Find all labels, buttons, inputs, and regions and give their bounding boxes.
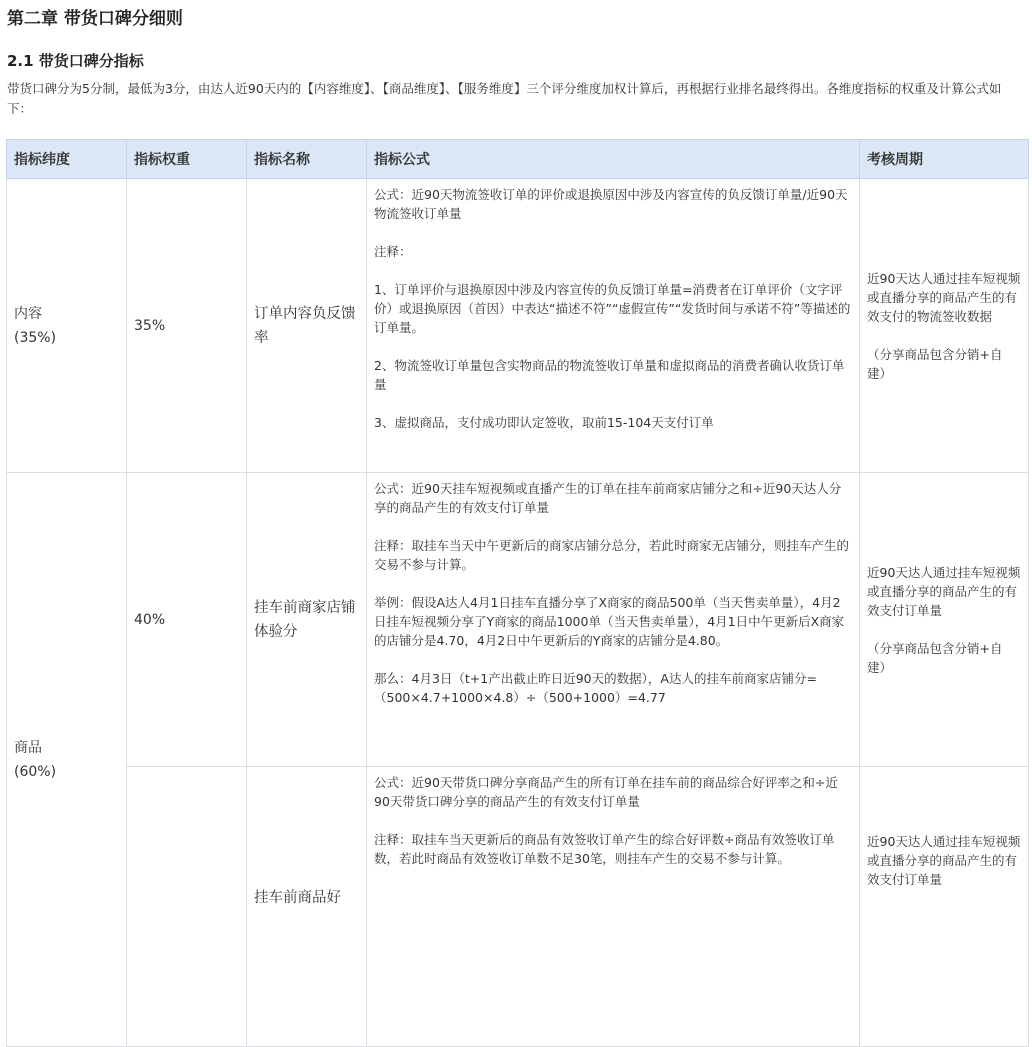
table-row <box>7 179 1029 473</box>
formula-note-label: 注释： <box>374 244 412 259</box>
formula-text: 公式：近90天物流签收订单的评价或退换原因中涉及内容宣传的负反馈订单量/近90天物流签收订单量 <box>374 187 848 221</box>
formula-cell <box>367 767 860 1047</box>
metric-name-cell: 订单内容负反馈率 <box>247 179 367 473</box>
table-header-row <box>7 140 1029 179</box>
header-name: 指标名称 <box>247 140 367 179</box>
dimension-cell <box>7 473 127 1047</box>
header-weight: 指标权重 <box>127 140 247 179</box>
formula-text: 公式：近90天挂车短视频或直播产生的订单在挂车前商家店铺分之和÷近90天达人分享的商品产生的有效支付订单量 <box>374 481 842 515</box>
metrics-table <box>6 139 1029 1047</box>
dimension-weight: (35%) <box>14 329 57 346</box>
table-row <box>7 473 1029 767</box>
dimension-label: 内容 <box>14 305 42 322</box>
dimension-cell <box>7 179 127 473</box>
section-title: 2.1 带货口碑分指标 <box>7 52 144 70</box>
period-note: （分享商品包含分销+自建） <box>867 640 1003 675</box>
formula-note-item: 2、物流签收订单量包含实物商品的物流签收订单量和虚拟商品的消费者确认收货订单量 <box>374 358 845 392</box>
period-cell <box>860 179 1029 473</box>
weight-cell: 35% <box>127 179 247 473</box>
header-formula: 指标公式 <box>367 140 860 179</box>
header-dimension: 指标纬度 <box>7 140 127 179</box>
dimension-label: 商品 <box>14 739 42 756</box>
formula-example: 举例：假设A达人4月1日挂车直播分享了X商家的商品500单（当天售卖单量），4月2日挂车短视频分享了Y商家的商品1000单（当天售卖单量），4月1日中午更新后X商家的店铺分是4.70，4月2日中午更新后的Y商家的店铺分是4.80。 <box>374 595 845 648</box>
period-cell <box>860 767 1029 1047</box>
formula-note: 注释：取挂车当天更新后的商品有效签收订单产生的综合好评数÷商品有效签收订单数，若此时商品有效签收订单数不足30笔，则挂车产生的交易不参与计算。 <box>374 832 835 866</box>
weight-cell <box>127 767 247 1047</box>
period-text: 近90天达人通过挂车短视频或直播分享的商品产生的有效支付订单量 <box>867 834 1021 887</box>
dimension-weight: (60%) <box>14 763 57 780</box>
formula-note: 注释：取挂车当天中午更新后的商家店铺分总分，若此时商家无店铺分，则挂车产生的交易不参与计算。 <box>374 538 850 572</box>
period-note: （分享商品包含分销+自建） <box>867 346 1003 381</box>
intro-paragraph: 带货口碑分为5分制，最低为3分，由达人近90天内的【内容维度】、【商品维度】、【服务维度】三个评分维度加权计算后，再根据行业排名最终得出。各维度指标的权重及计算公式如下： <box>7 81 1002 116</box>
formula-text: 公式：近90天带货口碑分享商品产生的所有订单在挂车前的商品综合好评率之和÷近90天带货口碑分享的商品产生的有效支付订单量 <box>374 775 838 809</box>
formula-note-item: 3、虚拟商品，支付成功即认定签收，取前15-104天支付订单 <box>374 415 714 430</box>
period-text: 近90天达人通过挂车短视频或直播分享的商品产生的有效支付的物流签收数据 <box>867 270 1021 324</box>
chapter-title: 第二章 带货口碑分细则 <box>7 9 183 29</box>
metric-name-cell: 挂车前商品好 <box>247 767 367 1047</box>
period-text: 近90天达人通过挂车短视频或直播分享的商品产生的有效支付订单量 <box>867 564 1021 618</box>
formula-cell <box>367 179 860 473</box>
period-cell <box>860 473 1029 767</box>
formula-result: 那么：4月3日（t+1产出截止昨日近90天的数据），A达人的挂车前商家店铺分=（500×4.7+1000×4.8）÷（500+1000）=4.77 <box>374 671 817 705</box>
formula-cell <box>367 473 860 767</box>
formula-note-item: 1、订单评价与退换原因中涉及内容宣传的负反馈订单量=消费者在订单评价（文字评价）或退换原因（首因）中表达“描述不符”“虚假宣传”“发货时间与承诺不符”等描述的订单量。 <box>374 282 851 335</box>
weight-cell: 40% <box>127 473 247 767</box>
header-period: 考核周期 <box>860 140 1029 179</box>
table-row <box>7 767 1029 1047</box>
metric-name-cell: 挂车前商家店铺体验分 <box>247 473 367 767</box>
